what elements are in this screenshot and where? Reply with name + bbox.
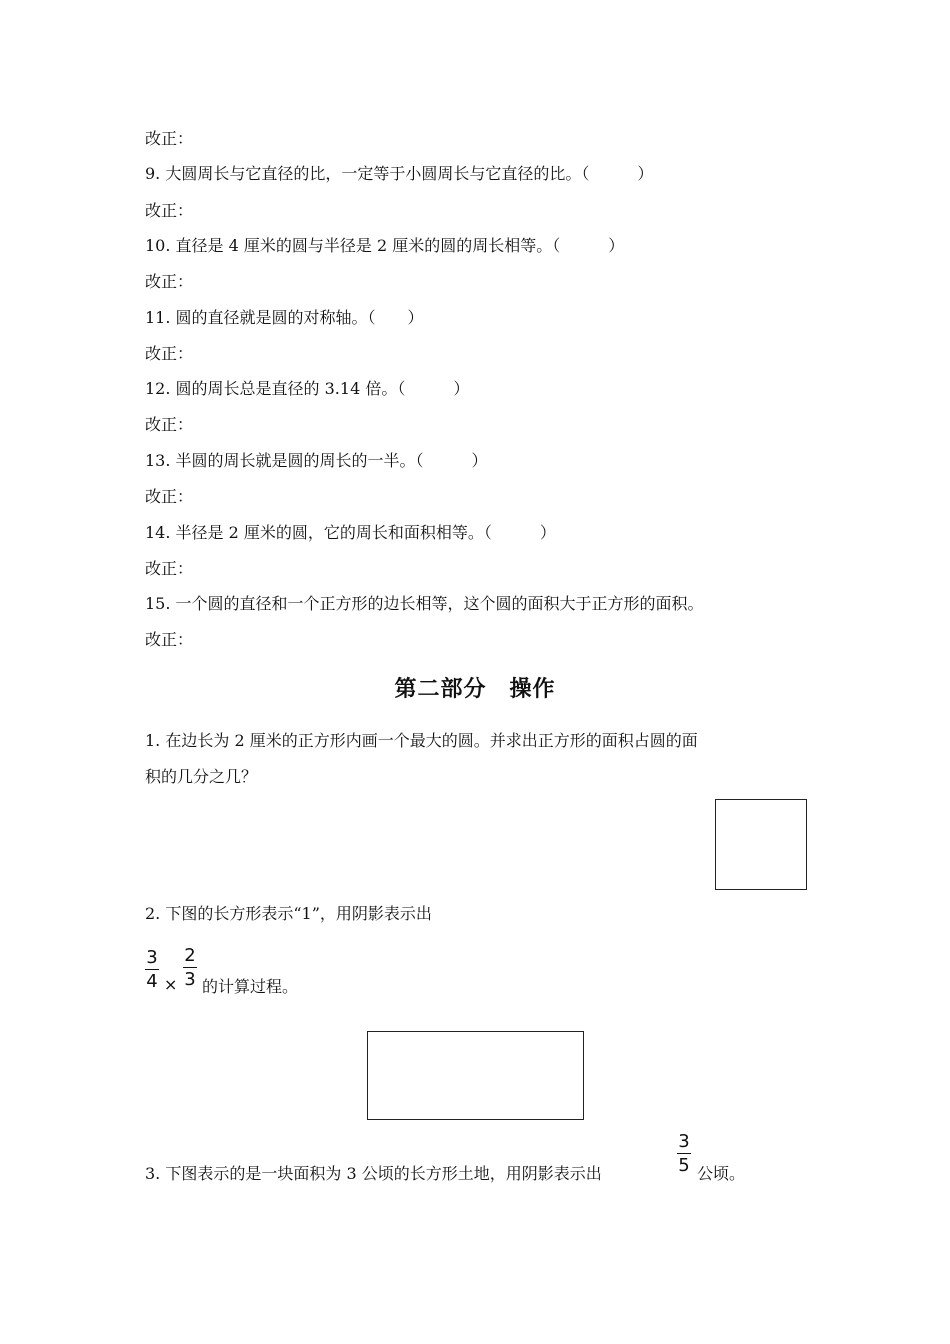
correction-label-13: 改正： bbox=[145, 487, 194, 506]
correction-label-12: 改正： bbox=[145, 415, 194, 434]
multiply-sign: × bbox=[164, 975, 178, 994]
fraction-three-fifths bbox=[677, 1132, 691, 1176]
operation-2-tail: 的计算过程。 bbox=[202, 977, 299, 996]
fraction-bar bbox=[145, 969, 159, 970]
correction-label-8: 改正： bbox=[145, 129, 194, 148]
rectangle-drawing-area bbox=[367, 1031, 584, 1120]
question-11: 11. 圆的直径就是圆的对称轴。（ ） bbox=[145, 308, 424, 327]
square-drawing-area bbox=[715, 799, 807, 890]
correction-label-9: 改正： bbox=[145, 201, 194, 220]
fraction-three-quarters bbox=[145, 948, 159, 992]
question-9: 9. 大圆周长与它直径的比，一定等于小圆周长与它直径的比。（ ） bbox=[145, 164, 654, 183]
correction-label-15: 改正： bbox=[145, 630, 194, 649]
correction-label-14: 改正： bbox=[145, 559, 194, 578]
operation-3-tail: 公顷。 bbox=[697, 1164, 746, 1183]
fraction-numerator: 3 bbox=[146, 947, 158, 968]
correction-label-11: 改正： bbox=[145, 344, 194, 363]
fraction-bar bbox=[183, 967, 197, 968]
question-10: 10. 直径是 4 厘米的圆与半径是 2 厘米的圆的周长相等。（ ） bbox=[145, 236, 625, 255]
fraction-denominator: 4 bbox=[146, 971, 158, 992]
operation-3-text: 3. 下图表示的是一块面积为 3 公顷的长方形土地，用阴影表示出 bbox=[145, 1164, 602, 1183]
operation-1-line-2: 积的几分之几？ bbox=[145, 767, 258, 786]
fraction-numerator: 3 bbox=[678, 1131, 690, 1152]
fraction-denominator: 3 bbox=[184, 969, 196, 990]
question-13: 13. 半圆的周长就是圆的周长的一半。（ ） bbox=[145, 451, 488, 470]
fraction-two-thirds bbox=[183, 946, 197, 990]
fraction-bar bbox=[677, 1153, 691, 1154]
correction-label-10: 改正： bbox=[145, 272, 194, 291]
question-12: 12. 圆的周长总是直径的 3.14 倍。（ ） bbox=[145, 379, 470, 398]
question-14: 14. 半径是 2 厘米的圆，它的周长和面积相等。（ ） bbox=[145, 523, 556, 542]
fraction-denominator: 5 bbox=[678, 1155, 690, 1176]
fraction-numerator: 2 bbox=[184, 945, 196, 966]
operation-2-line-1: 2. 下图的长方形表示“1”，用阴影表示出 bbox=[145, 904, 432, 923]
operation-1-line-1: 1. 在边长为 2 厘米的正方形内画一个最大的圆。并求出正方形的面积占圆的面 bbox=[145, 731, 698, 750]
section-title: 第二部分 操作 bbox=[394, 677, 556, 702]
question-15: 15. 一个圆的直径和一个正方形的边长相等，这个圆的面积大于正方形的面积。 bbox=[145, 594, 704, 613]
